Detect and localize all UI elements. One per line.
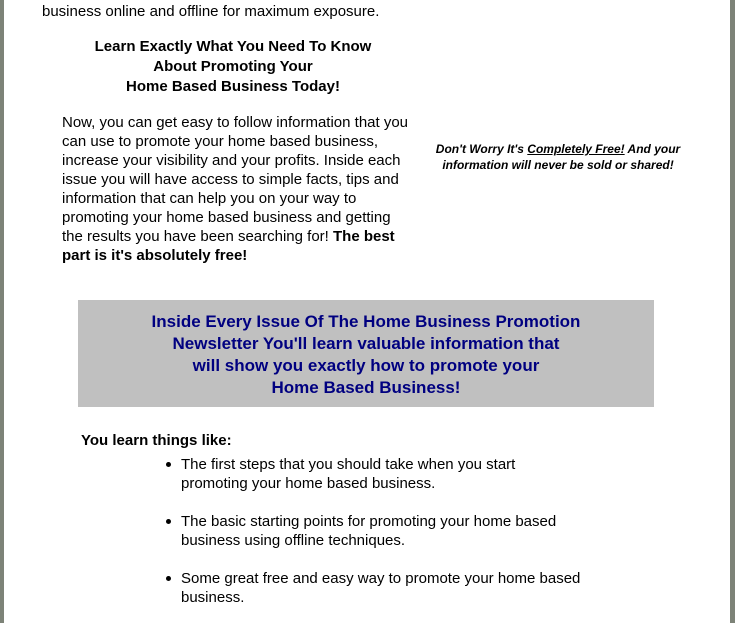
list-item	[162, 455, 582, 493]
headline-line-3: Home Based Business Today!	[126, 78, 340, 95]
bullet-icon	[166, 462, 171, 467]
body-text: Now, you can get easy to follow information that you can use to promote your home based business, increase your visibility and your profits. Inside each issue you will have access to simple facts, tips and information that can help you on your way to promoting your home based business and getting the results you have been searching for!	[62, 114, 409, 245]
list-item	[162, 569, 582, 607]
content-page	[4, 0, 730, 623]
privacy-note	[420, 141, 696, 173]
bullet-icon	[166, 519, 171, 524]
promo-line-2: Newsletter You'll learn valuable information that	[172, 334, 560, 353]
body-paragraph	[62, 113, 412, 265]
learn-heading: You learn things like:	[81, 432, 232, 449]
list-item-text: The basic starting points for promoting your home based business using offline techniques.	[181, 513, 557, 549]
headline	[44, 37, 422, 97]
bullet-icon	[166, 576, 171, 581]
headline-line-1: Learn Exactly What You Need To Know	[94, 38, 372, 55]
promo-line-1: Inside Every Issue Of The Home Business Promotion	[151, 312, 581, 331]
promo-line-4: Home Based Business!	[271, 378, 461, 397]
learn-list	[162, 455, 582, 623]
privacy-note-suffix: And your information will never be sold or shared!	[442, 142, 681, 172]
body-emphasis: The best part is it's absolutely free!	[62, 228, 395, 264]
completely-free-link[interactable]: Completely Free!	[527, 142, 625, 156]
promo-line-3: will show you exactly how to promote your	[192, 356, 540, 375]
intro-text: business online and offline for maximum exposure.	[42, 3, 380, 20]
list-item-text: The first steps that you should take when you start promoting your home based business.	[181, 456, 516, 492]
list-item-text: Some great free and easy way to promote your home based business.	[181, 570, 581, 606]
headline-line-2: About Promoting Your	[153, 58, 313, 75]
privacy-note-prefix: Don't Worry It's	[435, 142, 528, 156]
promo-banner	[78, 300, 654, 407]
list-item	[162, 512, 582, 550]
